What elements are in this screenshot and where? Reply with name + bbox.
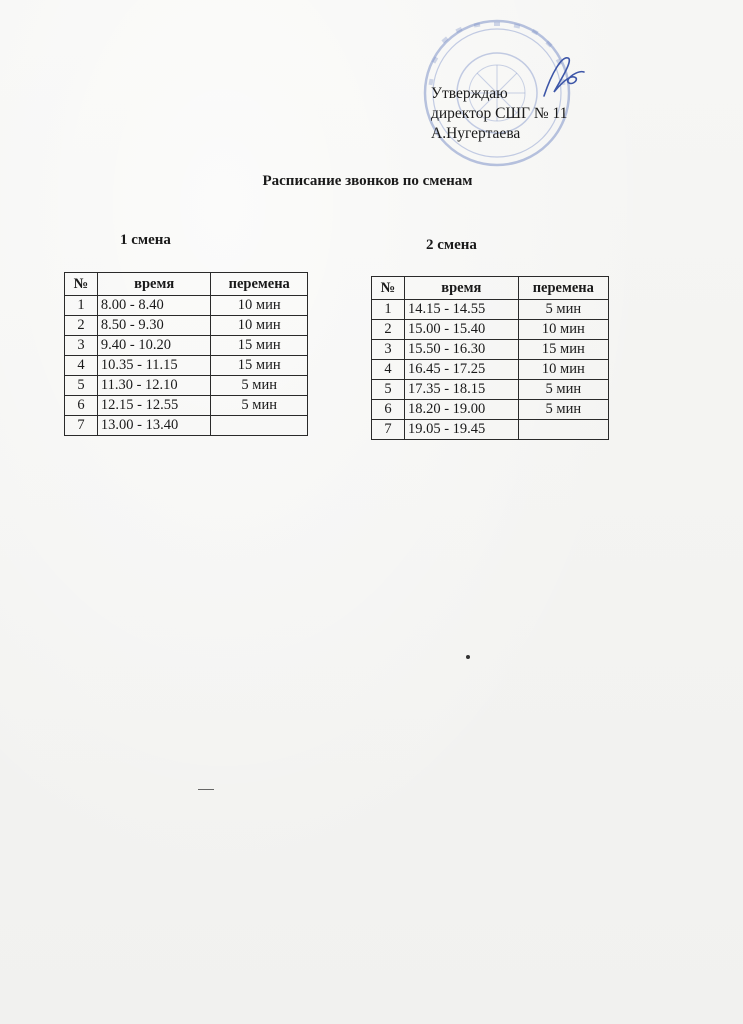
lesson-time: 9.40 - 10.20 xyxy=(97,336,211,356)
break-duration xyxy=(518,420,608,440)
lesson-time: 17.35 - 18.15 xyxy=(404,380,518,400)
lesson-number: 3 xyxy=(372,340,405,360)
break-duration: 5 мин xyxy=(518,380,608,400)
shift2-label: 2 смена xyxy=(426,237,477,253)
table-row xyxy=(372,360,609,380)
lesson-number: 1 xyxy=(65,296,98,316)
lesson-time: 18.20 - 19.00 xyxy=(404,400,518,420)
lesson-number: 2 xyxy=(372,320,405,340)
header-break: перемена xyxy=(211,273,308,296)
table-row xyxy=(372,300,609,320)
lesson-number: 5 xyxy=(65,376,98,396)
break-duration: 10 мин xyxy=(211,316,308,336)
break-duration: 15 мин xyxy=(211,356,308,376)
shift1-label: 1 смена xyxy=(120,232,171,248)
header-time: время xyxy=(404,277,518,300)
lesson-time: 15.50 - 16.30 xyxy=(404,340,518,360)
table-row xyxy=(65,416,308,436)
lesson-time: 11.30 - 12.10 xyxy=(97,376,211,396)
lesson-number: 7 xyxy=(65,416,98,436)
table-row xyxy=(65,296,308,316)
lesson-time: 16.45 - 17.25 xyxy=(404,360,518,380)
shift2-schedule-table xyxy=(371,276,609,440)
table-row xyxy=(65,316,308,336)
break-duration: 5 мин xyxy=(518,400,608,420)
break-duration: 5 мин xyxy=(518,300,608,320)
lesson-number: 6 xyxy=(372,400,405,420)
lesson-time: 14.15 - 14.55 xyxy=(404,300,518,320)
lesson-number: 7 xyxy=(372,420,405,440)
table-row xyxy=(372,420,609,440)
lesson-number: 2 xyxy=(65,316,98,336)
lesson-number: 1 xyxy=(372,300,405,320)
approval-block xyxy=(431,84,567,144)
lesson-time: 12.15 - 12.55 xyxy=(97,396,211,416)
stray-dot-mark xyxy=(466,655,470,659)
break-duration: 10 мин xyxy=(211,296,308,316)
break-duration: 10 мин xyxy=(518,320,608,340)
table-row xyxy=(372,380,609,400)
break-duration: 10 мин xyxy=(518,360,608,380)
lesson-time: 13.00 - 13.40 xyxy=(97,416,211,436)
break-duration: 5 мин xyxy=(211,376,308,396)
approval-signatory-name: А.Нугертаева xyxy=(431,125,521,142)
lesson-number: 4 xyxy=(65,356,98,376)
stray-dash-mark xyxy=(198,789,214,790)
lesson-time: 10.35 - 11.15 xyxy=(97,356,211,376)
lesson-time: 15.00 - 15.40 xyxy=(404,320,518,340)
lesson-time: 19.05 - 19.45 xyxy=(404,420,518,440)
approval-approve-text: Утверждаю xyxy=(431,85,508,102)
break-duration: 15 мин xyxy=(211,336,308,356)
table-row xyxy=(65,356,308,376)
header-number: № xyxy=(372,277,405,300)
lesson-time: 8.50 - 9.30 xyxy=(97,316,211,336)
lesson-number: 6 xyxy=(65,396,98,416)
header-break: перемена xyxy=(518,277,608,300)
header-number: № xyxy=(65,273,98,296)
document-title: Расписание звонков по сменам xyxy=(262,173,473,189)
lesson-number: 5 xyxy=(372,380,405,400)
lesson-time: 8.00 - 8.40 xyxy=(97,296,211,316)
lesson-number: 3 xyxy=(65,336,98,356)
break-duration: 15 мин xyxy=(518,340,608,360)
break-duration xyxy=(211,416,308,436)
table-header-row xyxy=(372,277,609,300)
table-row xyxy=(372,400,609,420)
table-row xyxy=(372,340,609,360)
header-time: время xyxy=(97,273,211,296)
break-duration: 5 мин xyxy=(211,396,308,416)
table-row xyxy=(65,336,308,356)
lesson-number: 4 xyxy=(372,360,405,380)
table-row xyxy=(65,396,308,416)
shift1-schedule-table xyxy=(64,272,308,436)
table-row xyxy=(372,320,609,340)
table-header-row xyxy=(65,273,308,296)
table-row xyxy=(65,376,308,396)
approval-position: директор СШГ № 11 xyxy=(431,105,568,122)
